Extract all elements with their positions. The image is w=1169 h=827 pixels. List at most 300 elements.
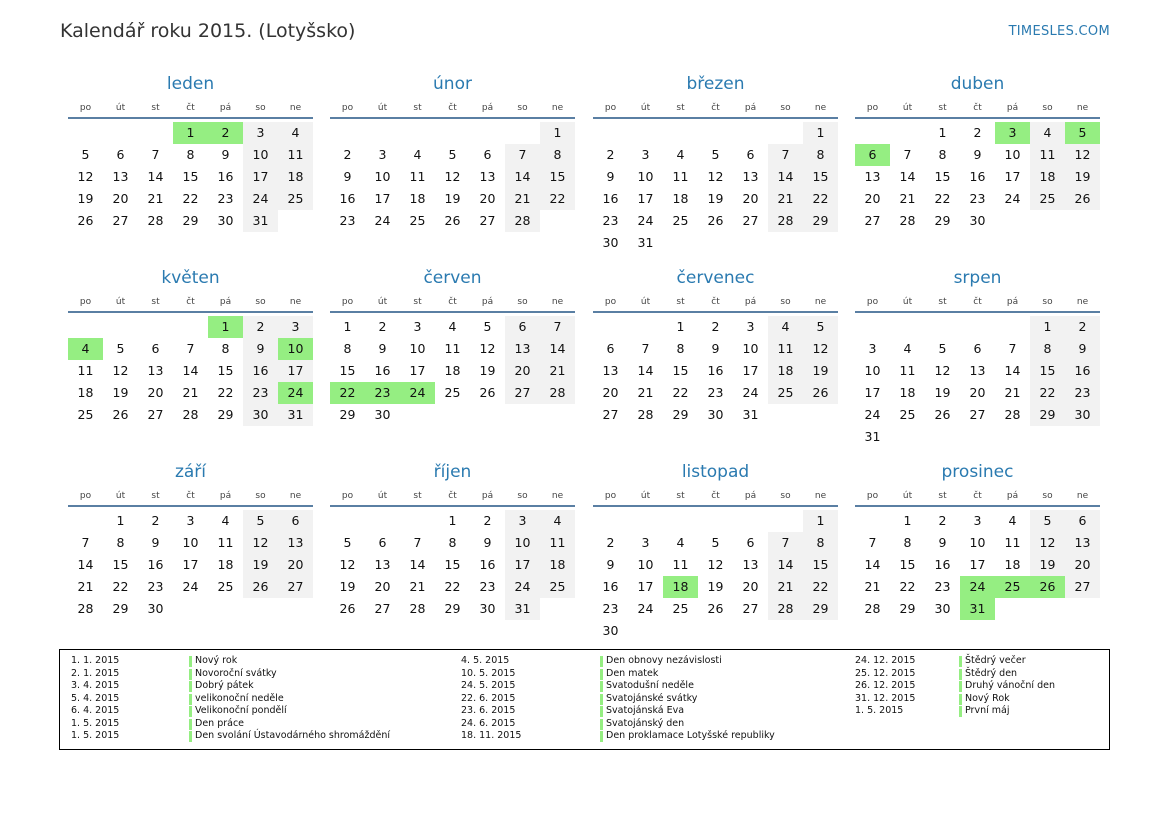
empty-cell: [103, 316, 138, 338]
day-cell: 12: [934, 363, 951, 378]
day-cell: 31: [278, 404, 313, 426]
day-cell: 21: [864, 579, 881, 594]
weekday-label: po: [79, 297, 92, 307]
day-cell: 16: [479, 557, 496, 572]
day-cell: 26: [803, 382, 838, 404]
day-cell: 28: [637, 407, 654, 422]
day-cell: 17: [243, 166, 278, 188]
day-cell: 6: [151, 341, 160, 356]
day-cell: 29: [803, 598, 838, 620]
day-cell: 17: [374, 191, 391, 206]
legend-date: 1. 5. 2015: [71, 730, 120, 741]
day-cell: 6: [116, 147, 125, 162]
day-cell: 2: [343, 147, 352, 162]
day-cell: 16: [339, 191, 356, 206]
day-grid: [330, 119, 575, 232]
day-cell: 10: [969, 535, 986, 550]
day-cell: 5: [711, 535, 720, 550]
legend-date: 3. 4. 2015: [71, 680, 120, 691]
legend-holiday-name: Den práce: [189, 718, 244, 731]
weekday-header: [330, 291, 575, 313]
day-cell: 1: [116, 513, 125, 528]
day-cell: 2: [243, 316, 278, 338]
day-cell: 18: [444, 363, 461, 378]
day-cell: 9: [483, 535, 492, 550]
day-cell: 27: [602, 407, 619, 422]
day-cell: 24: [637, 213, 654, 228]
day-cell: 17: [637, 579, 654, 594]
day-cell: 6: [1065, 510, 1100, 532]
day-cell: 21: [768, 576, 803, 598]
month-block: [855, 73, 1100, 232]
day-cell: 14: [768, 166, 803, 188]
weekday-label: po: [341, 103, 354, 113]
day-cell: 13: [969, 363, 986, 378]
day-cell: 26: [112, 407, 129, 422]
day-cell: 19: [339, 579, 356, 594]
day-cell: 20: [112, 191, 129, 206]
weekday-label: so: [1042, 103, 1053, 113]
day-cell: 14: [409, 557, 426, 572]
empty-cell: [733, 510, 768, 532]
weekday-header: [68, 97, 313, 119]
weekday-header: [593, 291, 838, 313]
day-cell: 2: [483, 513, 492, 528]
weekday-label: st: [938, 491, 947, 501]
day-cell: 6: [378, 535, 387, 550]
legend-date: 1. 5. 2015: [71, 717, 120, 729]
day-cell: 22: [899, 579, 916, 594]
day-cell: 5: [1030, 510, 1065, 532]
day-cell: 14: [637, 363, 654, 378]
day-cell: 22: [672, 385, 689, 400]
day-cell: 14: [147, 169, 164, 184]
empty-cell: [593, 510, 628, 532]
day-cell: 6: [505, 316, 540, 338]
month-name: duben: [950, 74, 1005, 94]
day-cell: 18: [1004, 557, 1021, 572]
day-cell: 19: [803, 360, 838, 382]
day-cell: 23: [969, 191, 986, 206]
day-cell: 21: [899, 191, 916, 206]
day-cell: 9: [938, 535, 947, 550]
legend-date: 24. 5. 2015: [461, 680, 516, 691]
empty-cell: [890, 316, 925, 338]
legend-holiday-name: Den svolání Ústavodárného shromáždění: [189, 730, 390, 743]
day-cell: 15: [803, 554, 838, 576]
day-cell: 23: [707, 385, 724, 400]
weekday-label: po: [604, 103, 617, 113]
month-block: [855, 461, 1100, 620]
day-cell: 23: [602, 213, 619, 228]
legend-date: 22. 6. 2015: [461, 692, 516, 704]
day-cell: 26: [934, 407, 951, 422]
day-cell: 16: [1065, 360, 1100, 382]
day-cell: 20: [742, 191, 759, 206]
day-cell: 8: [448, 535, 457, 550]
legend-date: 25. 12. 2015: [855, 667, 916, 679]
day-cell: 14: [864, 557, 881, 572]
day-grid: [330, 507, 575, 620]
empty-cell: [698, 122, 733, 144]
day-cell: 17: [505, 554, 540, 576]
weekday-label: pá: [481, 491, 494, 501]
day-cell: 17: [278, 360, 313, 382]
day-cell: 24: [400, 382, 435, 404]
day-cell: 12: [444, 169, 461, 184]
day-cell: 14: [899, 169, 916, 184]
weekday-label: út: [115, 491, 126, 501]
day-cell: 1: [208, 316, 243, 338]
day-cell: 31: [742, 407, 759, 422]
day-cell: 5: [81, 147, 90, 162]
day-cell: 30: [707, 407, 724, 422]
day-cell: 6: [278, 510, 313, 532]
day-cell: 27: [742, 601, 759, 616]
day-cell: 14: [182, 363, 199, 378]
weekday-label: so: [517, 491, 528, 501]
day-cell: 6: [606, 341, 615, 356]
weekday-label: út: [115, 297, 126, 307]
day-cell: 8: [903, 535, 912, 550]
day-cell: 17: [409, 363, 426, 378]
day-cell: 19: [444, 191, 461, 206]
legend-date: 26. 12. 2015: [855, 680, 916, 691]
day-cell: 8: [186, 147, 195, 162]
day-cell: 23: [243, 382, 278, 404]
weekday-label: ne: [1076, 103, 1089, 113]
day-cell: 5: [1065, 122, 1100, 144]
page-title: Kalendář roku 2015. (Lotyšsko): [60, 20, 356, 42]
weekday-label: st: [413, 297, 422, 307]
weekday-label: ne: [1076, 491, 1089, 501]
day-cell: 2: [711, 319, 720, 334]
day-cell: 25: [995, 576, 1030, 598]
weekday-label: ne: [289, 491, 302, 501]
day-cell: 4: [448, 319, 457, 334]
day-cell: 6: [855, 144, 890, 166]
day-cell: 3: [868, 341, 877, 356]
legend-holiday-name: Svatojánská Eva: [600, 705, 684, 718]
day-cell: 9: [378, 341, 387, 356]
day-cell: 29: [672, 407, 689, 422]
day-cell: 4: [278, 122, 313, 144]
day-cell: 12: [707, 169, 724, 184]
weekday-label: čt: [711, 491, 720, 501]
legend-date: 4. 5. 2015: [461, 655, 510, 666]
empty-cell: [960, 316, 995, 338]
day-cell: 30: [602, 623, 619, 638]
month-name: srpen: [953, 268, 1002, 288]
day-cell: 29: [899, 601, 916, 616]
day-cell: 12: [803, 338, 838, 360]
day-cell: 1: [448, 513, 457, 528]
legend-date: 31. 12. 2015: [855, 692, 916, 704]
day-cell: 7: [768, 144, 803, 166]
day-cell: 11: [409, 169, 426, 184]
day-cell: 30: [243, 404, 278, 426]
day-cell: 19: [243, 554, 278, 576]
day-cell: 16: [602, 191, 619, 206]
day-cell: 1: [540, 122, 575, 144]
day-cell: 12: [479, 341, 496, 356]
day-cell: 7: [768, 532, 803, 554]
day-cell: 4: [413, 147, 422, 162]
legend-date: 6. 4. 2015: [71, 705, 120, 716]
weekday-label: st: [151, 297, 160, 307]
day-cell: 31: [637, 235, 654, 250]
day-cell: 24: [637, 601, 654, 616]
day-cell: 25: [672, 601, 689, 616]
empty-cell: [330, 510, 365, 532]
weekday-label: so: [517, 297, 528, 307]
day-cell: 2: [938, 513, 947, 528]
day-cell: 4: [676, 147, 685, 162]
weekday-label: st: [413, 103, 422, 113]
month-block: [68, 461, 313, 620]
empty-cell: [68, 122, 103, 144]
empty-cell: [855, 510, 890, 532]
day-cell: 21: [768, 188, 803, 210]
day-cell: 3: [413, 319, 422, 334]
day-cell: 19: [1065, 166, 1100, 188]
legend-holiday-name: Den obnovy nezávislosti: [600, 655, 722, 668]
month-block: [68, 267, 313, 426]
day-cell: 28: [899, 213, 916, 228]
day-cell: 11: [672, 557, 689, 572]
legend-holiday-name: Druhý vánoční den: [959, 680, 1055, 693]
day-cell: 9: [606, 169, 615, 184]
day-cell: 23: [339, 213, 356, 228]
day-cell: 4: [1030, 122, 1065, 144]
day-cell: 2: [208, 122, 243, 144]
day-cell: 29: [217, 407, 234, 422]
day-grid: [593, 313, 838, 426]
day-cell: 3: [505, 510, 540, 532]
day-cell: 9: [243, 338, 278, 360]
empty-cell: [68, 316, 103, 338]
day-cell: 20: [742, 579, 759, 594]
day-cell: 27: [864, 213, 881, 228]
day-cell: 14: [540, 338, 575, 360]
day-cell: 7: [1008, 341, 1017, 356]
day-cell: 16: [217, 169, 234, 184]
day-cell: 4: [676, 535, 685, 550]
day-cell: 30: [602, 235, 619, 250]
day-cell: 17: [1004, 169, 1021, 184]
day-cell: 14: [77, 557, 94, 572]
day-cell: 3: [641, 535, 650, 550]
empty-cell: [925, 316, 960, 338]
day-cell: 29: [112, 601, 129, 616]
day-cell: 13: [479, 169, 496, 184]
weekday-label: so: [780, 103, 791, 113]
empty-cell: [593, 122, 628, 144]
day-cell: 21: [182, 385, 199, 400]
weekday-header: [593, 97, 838, 119]
empty-cell: [733, 122, 768, 144]
day-cell: 18: [672, 191, 689, 206]
day-cell: 4: [68, 338, 103, 360]
day-grid: [593, 119, 838, 254]
weekday-label: čt: [186, 103, 195, 113]
day-cell: 15: [899, 557, 916, 572]
month-name: únor: [433, 74, 472, 94]
day-cell: 6: [483, 147, 492, 162]
legend-date: 5. 4. 2015: [71, 692, 120, 704]
day-cell: 28: [768, 210, 803, 232]
day-cell: 15: [934, 169, 951, 184]
day-cell: 26: [243, 576, 278, 598]
empty-cell: [173, 316, 208, 338]
day-cell: 25: [672, 213, 689, 228]
day-cell: 4: [540, 510, 575, 532]
day-cell: 30: [217, 213, 234, 228]
day-cell: 11: [444, 341, 461, 356]
legend-holiday-name: Nový Rok: [959, 693, 1010, 706]
day-cell: 17: [637, 191, 654, 206]
day-cell: 20: [147, 385, 164, 400]
day-cell: 10: [637, 557, 654, 572]
day-cell: 11: [217, 535, 234, 550]
day-cell: 28: [864, 601, 881, 616]
legend-holiday-name: Svatojánský den: [600, 718, 684, 731]
legend-holiday-name: První máj: [959, 705, 1010, 718]
day-cell: 28: [505, 210, 540, 232]
day-cell: 19: [112, 385, 129, 400]
empty-cell: [400, 510, 435, 532]
legend-date: 24. 12. 2015: [855, 655, 916, 666]
month-block: [330, 267, 575, 426]
empty-cell: [365, 510, 400, 532]
weekday-header: [68, 291, 313, 313]
weekday-label: ne: [814, 491, 827, 501]
weekday-label: st: [413, 491, 422, 501]
day-cell: 5: [448, 147, 457, 162]
weekday-label: po: [79, 491, 92, 501]
day-cell: 18: [278, 166, 313, 188]
day-cell: 29: [182, 213, 199, 228]
day-cell: 2: [606, 147, 615, 162]
day-cell: 5: [711, 147, 720, 162]
day-cell: 24: [1004, 191, 1021, 206]
day-cell: 25: [540, 576, 575, 598]
empty-cell: [400, 122, 435, 144]
day-cell: 19: [1030, 554, 1065, 576]
day-cell: 26: [479, 385, 496, 400]
month-name: prosinec: [941, 462, 1014, 482]
day-cell: 5: [116, 341, 125, 356]
day-grid: [855, 119, 1100, 232]
weekday-label: st: [938, 103, 947, 113]
day-cell: 21: [637, 385, 654, 400]
day-cell: 14: [1004, 363, 1021, 378]
day-cell: 8: [540, 144, 575, 166]
day-cell: 13: [602, 363, 619, 378]
month-name: září: [174, 462, 207, 482]
day-cell: 26: [707, 213, 724, 228]
day-cell: 9: [711, 341, 720, 356]
day-cell: 3: [973, 513, 982, 528]
weekday-label: st: [938, 297, 947, 307]
weekday-label: čt: [186, 491, 195, 501]
weekday-label: so: [780, 491, 791, 501]
day-cell: 24: [278, 382, 313, 404]
weekday-label: ne: [551, 491, 564, 501]
day-cell: 19: [934, 385, 951, 400]
weekday-label: ne: [814, 297, 827, 307]
day-cell: 6: [746, 535, 755, 550]
day-cell: 9: [973, 147, 982, 162]
day-cell: 18: [768, 360, 803, 382]
day-cell: 20: [278, 554, 313, 576]
day-cell: 27: [479, 213, 496, 228]
day-cell: 22: [934, 191, 951, 206]
day-cell: 8: [676, 341, 685, 356]
day-grid: [330, 313, 575, 426]
day-cell: 22: [803, 576, 838, 598]
day-cell: 28: [1004, 407, 1021, 422]
day-cell: 11: [672, 169, 689, 184]
weekday-label: so: [517, 103, 528, 113]
day-cell: 12: [1065, 144, 1100, 166]
day-cell: 11: [1030, 144, 1065, 166]
day-cell: 31: [864, 429, 881, 444]
day-cell: 25: [278, 188, 313, 210]
brand-logo-text[interactable]: TIMESLES.COM: [1008, 24, 1110, 39]
legend-date: 24. 6. 2015: [461, 717, 516, 729]
empty-cell: [995, 316, 1030, 338]
day-cell: 1: [173, 122, 208, 144]
day-grid: [855, 507, 1100, 620]
day-cell: 16: [934, 557, 951, 572]
day-cell: 18: [663, 576, 698, 598]
holiday-legend: [59, 649, 1110, 750]
weekday-label: út: [640, 297, 651, 307]
day-cell: 8: [803, 144, 838, 166]
day-cell: 6: [746, 147, 755, 162]
weekday-label: út: [902, 103, 913, 113]
day-cell: 3: [278, 316, 313, 338]
legend-date: 1. 5. 2015: [855, 705, 904, 716]
day-cell: 27: [505, 382, 540, 404]
day-cell: 22: [182, 191, 199, 206]
legend-holiday-name: Den proklamace Lotyšské republiky: [600, 730, 775, 743]
day-cell: 13: [112, 169, 129, 184]
day-cell: 3: [243, 122, 278, 144]
day-cell: 10: [374, 169, 391, 184]
day-cell: 20: [374, 579, 391, 594]
day-cell: 1: [1030, 316, 1065, 338]
day-cell: 29: [803, 210, 838, 232]
day-cell: 20: [479, 191, 496, 206]
day-cell: 11: [278, 144, 313, 166]
weekday-label: pá: [744, 297, 757, 307]
day-cell: 5: [343, 535, 352, 550]
day-cell: 24: [243, 188, 278, 210]
day-cell: 10: [505, 532, 540, 554]
month-block: [593, 461, 838, 642]
day-cell: 9: [151, 535, 160, 550]
day-cell: 22: [540, 188, 575, 210]
day-cell: 12: [77, 169, 94, 184]
day-cell: 14: [505, 166, 540, 188]
legend-holiday-name: Novoroční svátky: [189, 668, 277, 681]
empty-cell: [330, 122, 365, 144]
day-cell: 2: [151, 513, 160, 528]
weekday-label: st: [151, 103, 160, 113]
legend-holiday-name: Štědrý den: [959, 668, 1017, 681]
